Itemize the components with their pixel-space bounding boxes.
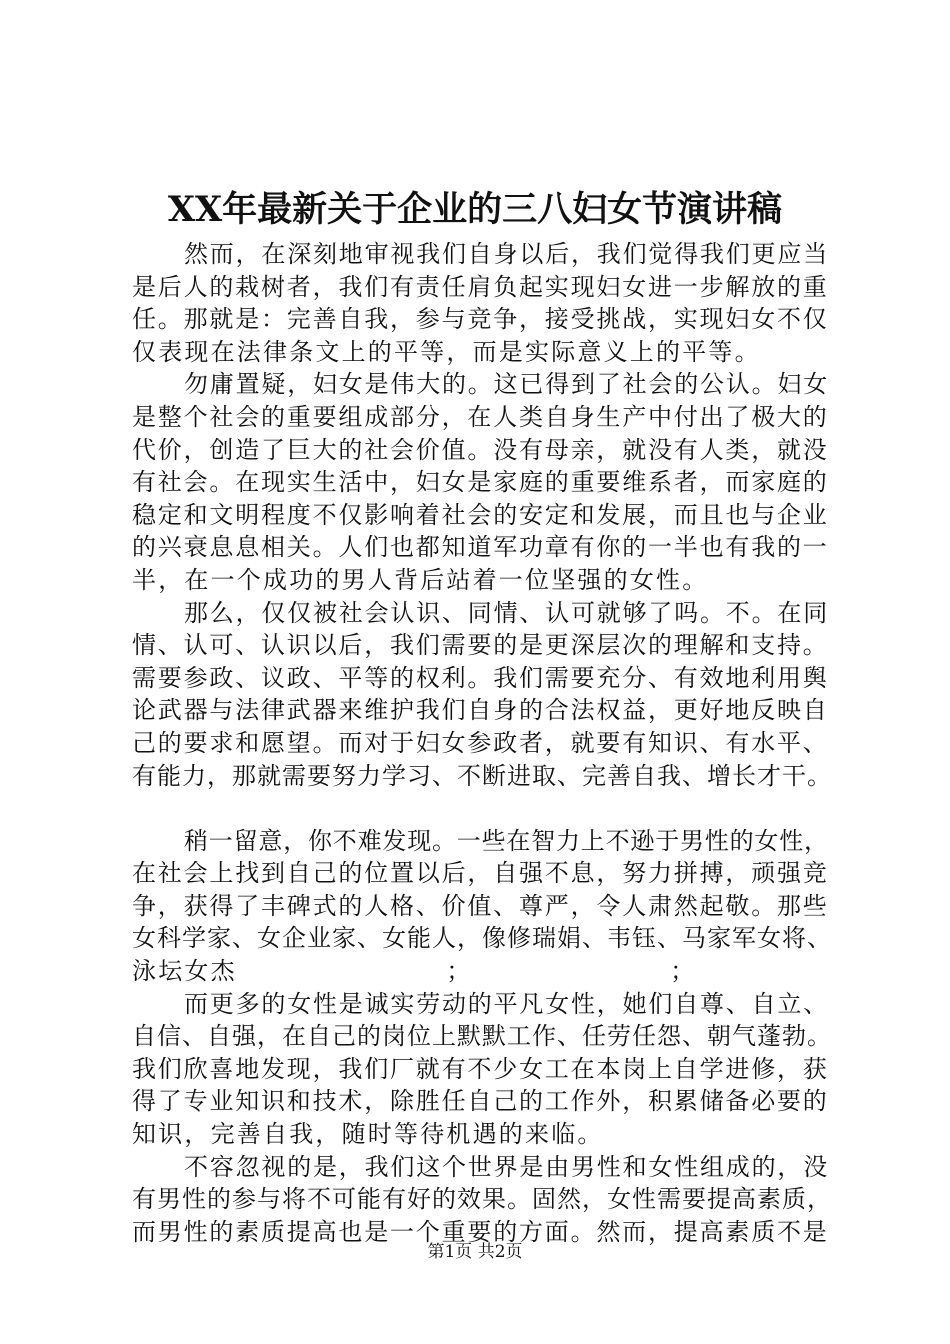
text-line: 知识，完善自我，随时等待机遇的来临。	[132, 1120, 604, 1149]
text-line: 论武器与法律武器来维护我们自身的合法权益，更好地反映自	[132, 696, 829, 725]
text-line: 而男性的素质提高也是一个重要的方面。然而，提高素质不是	[132, 1217, 829, 1246]
text-line: 勿庸置疑，妇女是伟大的。这已得到了社会的公认。妇女	[184, 370, 829, 399]
text-line: 任。那就是：完善自我，参与竞争，接受挑战，实现妇女不仅	[132, 305, 829, 334]
text-line: 然而，在深刻地审视我们自身以后，我们觉得我们更应当	[184, 240, 829, 268]
text-line: 自信、自强，在自己的岗位上默默工作、任劳任怨、朝气蓬勃。	[132, 1022, 832, 1051]
document-body	[132, 238, 832, 1248]
text-line: 稍一留意，你不难发现。一些在智力上不逊于男性的女性，	[184, 826, 829, 855]
text-line: 是后人的栽树者，我们有责任肩负起实现妇女进一步解放的重	[132, 272, 829, 301]
text-line: 那么，仅仅被社会认识、同情、认可就够了吗。不。在同	[184, 598, 829, 627]
text-line: 不容忽视的是，我们这个世界是由男性和女性组成的，没	[184, 1152, 829, 1181]
text-line: 而更多的女性是诚实劳动的平凡女性，她们自尊、自立、	[184, 989, 829, 1018]
text-line: 稳定和文明程度不仅影响着社会的安定和发展，而且也与企业	[132, 500, 829, 529]
text-line: 有男性的参与将不可能有好的效果。固然，女性需要提高素质，	[132, 1185, 832, 1214]
text-line: 女科学家、女企业家、女能人，像修瑞娟、韦钰、马家军女将、	[132, 924, 832, 953]
page-footer: 第1页 共2页	[427, 1242, 523, 1262]
text-line: 有能力，那就需要努力学习、不断进取、完善自我、增长才干。	[132, 761, 832, 790]
text-line: 争，获得了丰碑式的人格、价值、尊严，令人肃然起敬。那些	[132, 891, 829, 920]
text-line: 在社会上找到自己的位置以后，自强不息，努力拼搏，顽强竞	[132, 859, 829, 888]
text-line: 代价，创造了巨大的社会价值。没有母亲，就没有人类，就没	[132, 435, 829, 464]
text-line: 己的要求和愿望。而对于妇女参政者，就要有知识、有水平、	[132, 728, 829, 757]
document-title: XX年最新关于企业的三八妇女节演讲稿	[167, 189, 783, 230]
text-line: 情、认可、认识以后，我们需要的是更深层次的理解和支持。	[132, 631, 829, 660]
blank-line	[132, 792, 832, 825]
text-line: 半，在一个成功的男人背后站着一位坚强的女性。	[132, 565, 709, 594]
text-line: 的兴衰息息相关。人们也都知道军功章有你的一半也有我的一	[132, 533, 829, 562]
text-line: 泳坛女杰 ； ；	[132, 957, 697, 986]
text-line: 是整个社会的重要组成部分，在人类自身生产中付出了极大的	[132, 402, 829, 431]
text-line: 我们欣喜地发现，我们厂就有不少女工在本岗上自学进修，获	[132, 1054, 829, 1083]
text-line: 有社会。在现实生活中，妇女是家庭的重要维系者，而家庭的	[132, 468, 829, 497]
text-line: 仅表现在法律条文上的平等，而是实际意义上的平等。	[132, 337, 761, 366]
text-line: 需要参政、议政、平等的权利。我们需要充分、有效地利用舆	[132, 663, 829, 692]
text-line: 得了专业知识和技术，除胜任自己的工作外，积累储备必要的	[132, 1087, 829, 1116]
